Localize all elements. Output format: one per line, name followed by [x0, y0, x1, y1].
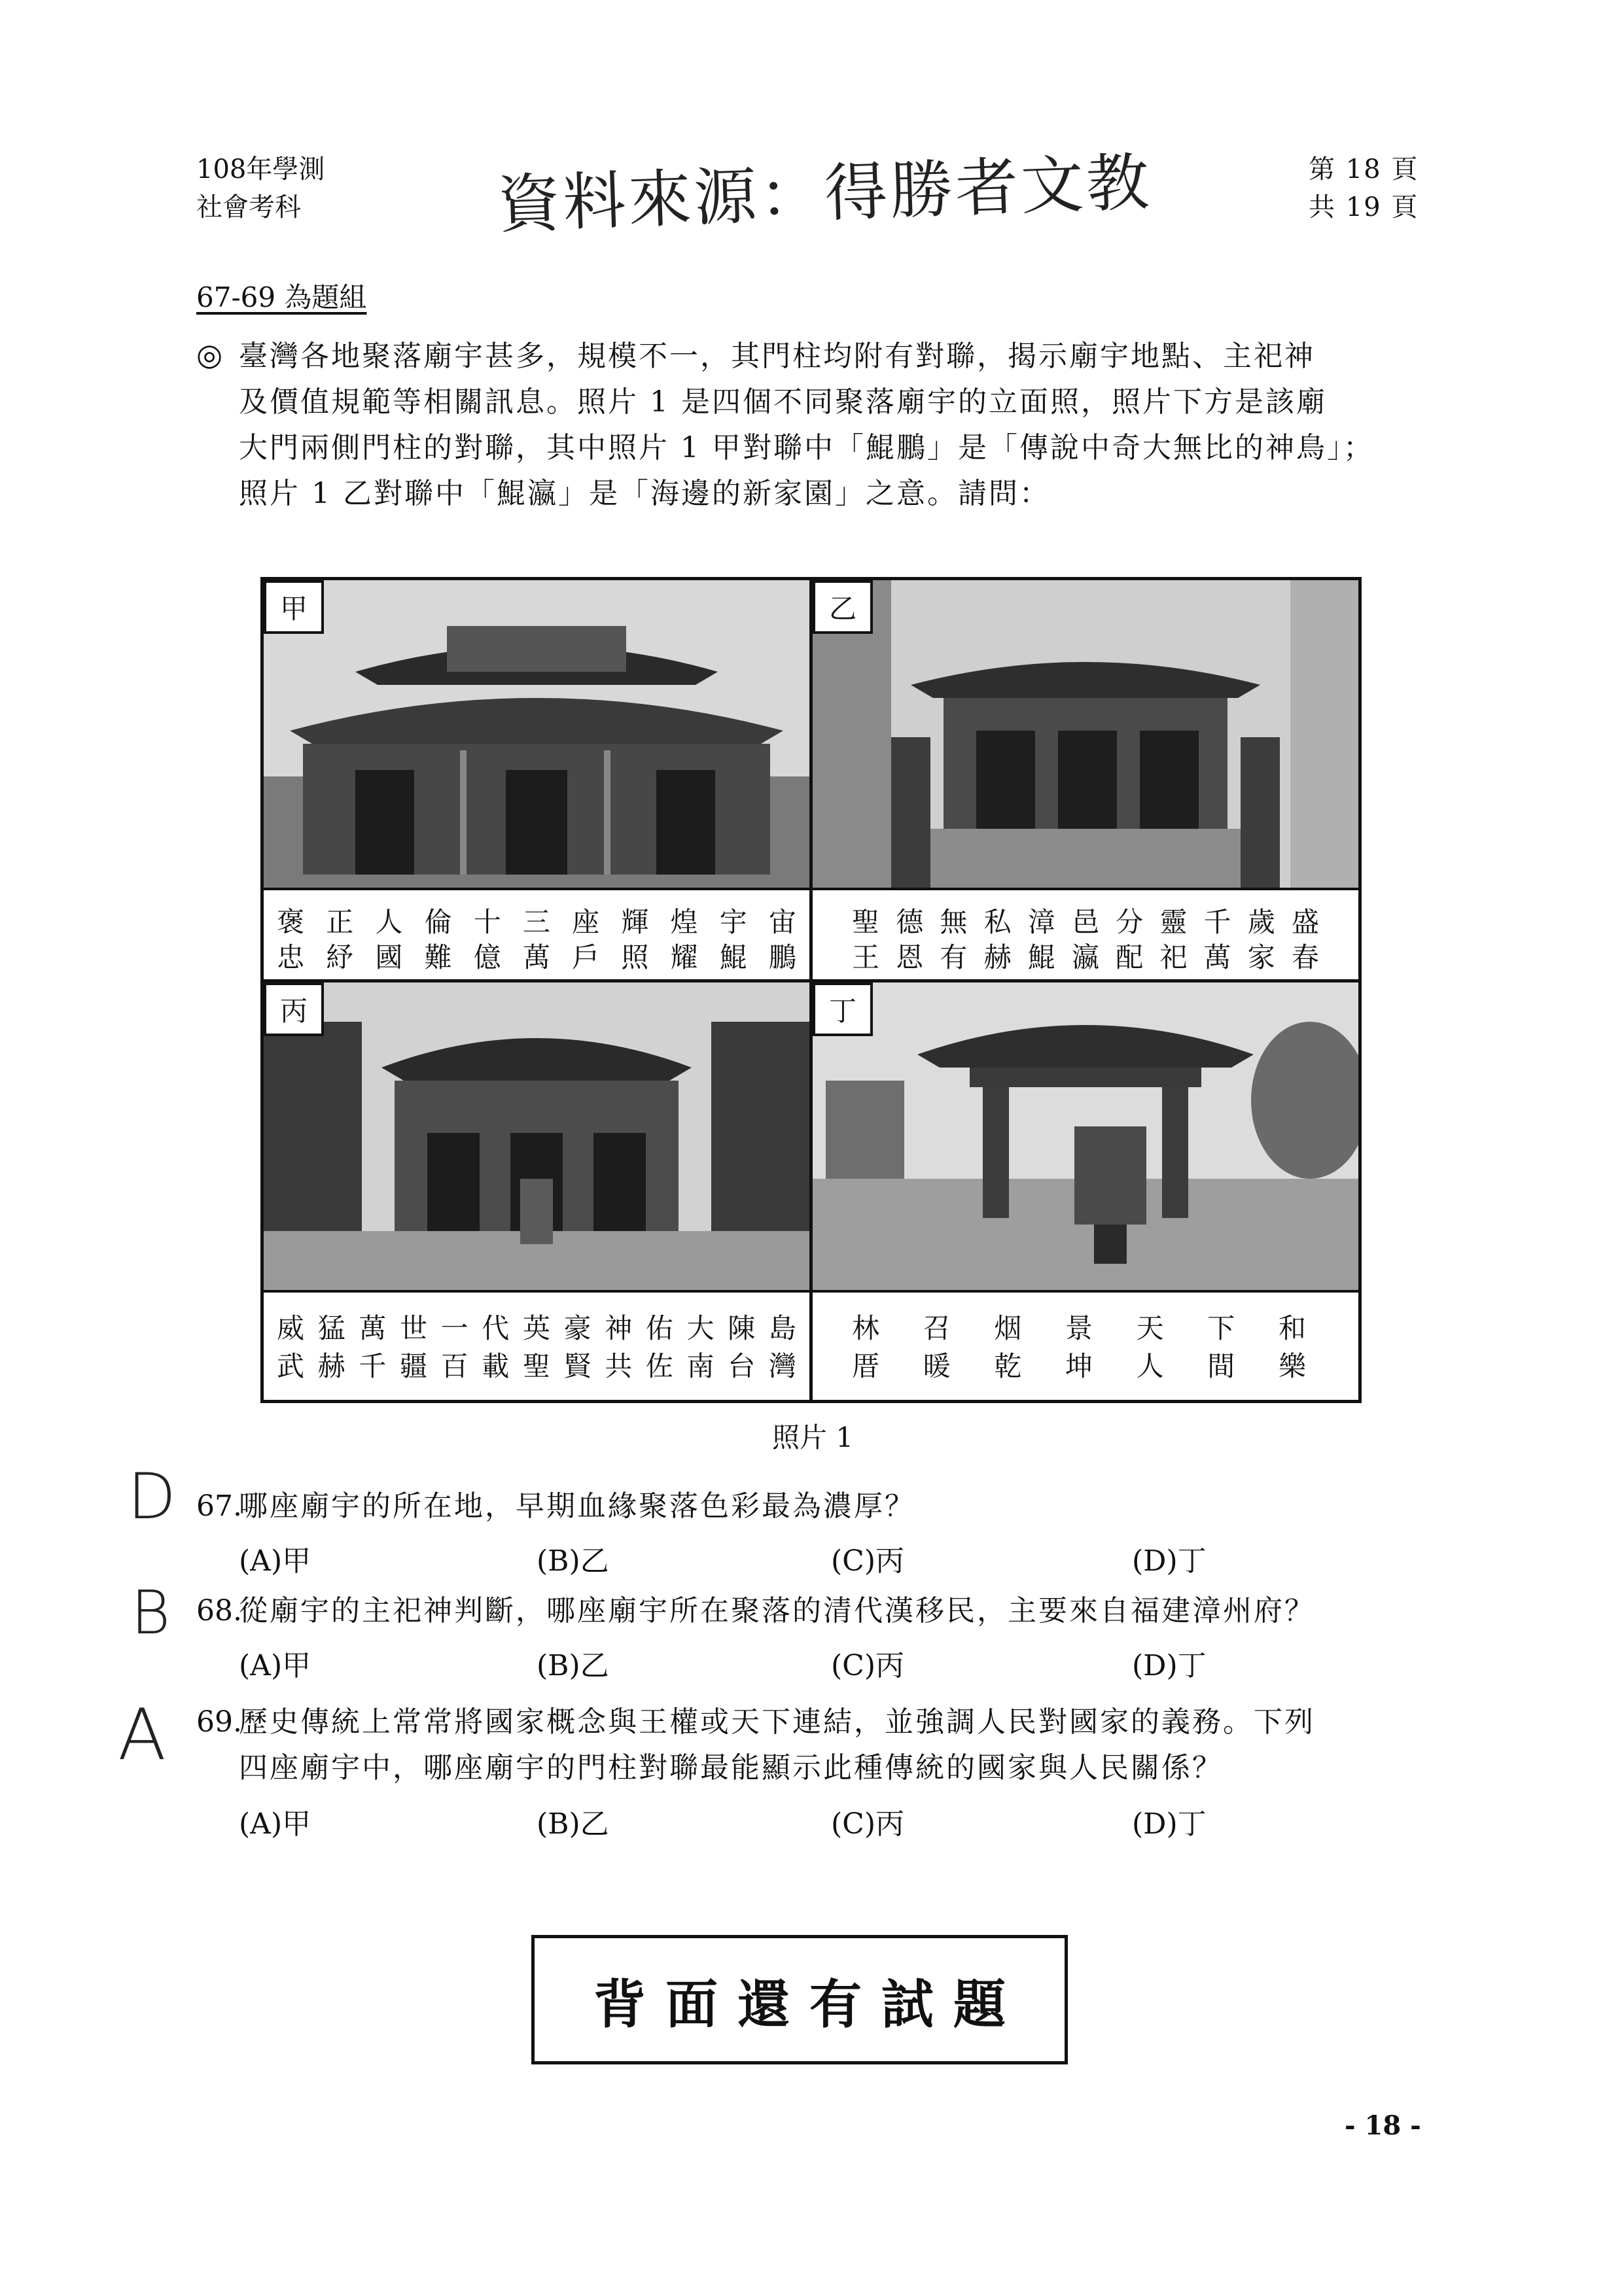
couplet-char: 萬 [1203, 941, 1231, 973]
couplet-char: 千 [1203, 906, 1231, 938]
couplet-bing [264, 1290, 809, 1400]
couplet-char: 樂 [1278, 1350, 1306, 1382]
group-title: 67-69 為題組 [196, 281, 367, 313]
couplet-char: 厝 [852, 1350, 880, 1382]
couplet-jia [264, 888, 809, 979]
option-a: (A)甲 [239, 1807, 311, 1841]
couplet-char: 分 [1116, 906, 1144, 938]
couplet-char: 召 [923, 1312, 951, 1344]
couplet-char: 代 [482, 1312, 510, 1344]
couplet-line [277, 1345, 796, 1384]
option-d: (D)丁 [1132, 1807, 1207, 1841]
couplet-char: 烟 [994, 1312, 1022, 1344]
couplet-char: 神 [605, 1312, 633, 1344]
intro-line: 大門兩側門柱的對聯，其中照片 1 甲對聯中「鯤鵬」是「傳說中奇大無比的神鳥」； [239, 431, 1374, 464]
couplet-char: 英 [522, 1312, 550, 1344]
question-stem: 哪座廟宇的所在地，早期血緣聚落色彩最為濃厚？ [239, 1489, 915, 1523]
option-c: (C)丙 [831, 1544, 904, 1578]
couplet-char: 正 [326, 906, 354, 938]
couplet-char: 王 [852, 941, 880, 973]
couplet-char: 無 [940, 906, 968, 938]
option-c: (C)丙 [831, 1807, 904, 1841]
couplet-char: 陳 [728, 1312, 756, 1344]
back-notice-text: 背面還有試題 [593, 1973, 1025, 2035]
couplet-char: 人 [1136, 1350, 1164, 1382]
temple-photo-jia [264, 580, 809, 888]
question-number: 69. [196, 1705, 242, 1739]
couplet-char: 配 [1116, 941, 1144, 973]
back-notice-box [531, 1935, 1068, 2064]
option-d: (D)丁 [1132, 1544, 1207, 1578]
couplet-char: 賢 [563, 1350, 591, 1382]
temple-photo-ding [813, 983, 1358, 1290]
exam-year: 108年學測 [196, 154, 325, 184]
photo-grid [260, 577, 1362, 1403]
couplet-char: 私 [983, 906, 1012, 938]
intro-line: 及價值規範等相關訊息。照片 1 是四個不同聚落廟宇的立面照，照片下方是該廟 [239, 385, 1327, 419]
intro-line: 臺灣各地聚落廟宇甚多，規模不一，其門柱均附有對聯，揭示廟宇地點、主祀神 [239, 339, 1315, 373]
option-b: (B)乙 [537, 1649, 609, 1682]
couplet-char: 忠 [277, 941, 305, 973]
option-a: (A)甲 [239, 1544, 311, 1578]
couplet-char: 祀 [1159, 941, 1188, 973]
couplet-char: 人 [375, 906, 403, 938]
couplet-char: 國 [375, 941, 403, 973]
photo-label: 甲 [264, 580, 324, 634]
couplet-char: 大 [686, 1312, 715, 1344]
temple-photo-yi [813, 580, 1358, 888]
couplet-char: 座 [572, 906, 600, 938]
question-number: 67. [196, 1489, 242, 1523]
couplet-char: 佑 [645, 1312, 673, 1344]
subject: 社會考科 [196, 192, 301, 222]
couplet-char: 聖 [852, 906, 880, 938]
option-b: (B)乙 [537, 1807, 609, 1841]
couplet-char: 下 [1207, 1312, 1235, 1344]
couplet-line [277, 901, 796, 940]
couplet-char: 紓 [326, 941, 354, 973]
couplet-line [852, 1307, 1306, 1346]
couplet-char: 一 [440, 1312, 468, 1344]
couplet-char: 台 [728, 1350, 756, 1382]
couplet-char: 間 [1207, 1350, 1235, 1382]
couplet-yi [813, 888, 1358, 979]
couplet-line [852, 901, 1319, 940]
couplet-line [852, 936, 1319, 975]
couplet-char: 宙 [768, 906, 796, 938]
couplet-char: 島 [768, 1312, 796, 1344]
question-stem-line: 歷史傳統上常常將國家概念與王權或天下連結，並強調人民對國家的義務。下列 [239, 1705, 1315, 1739]
intro-line: 照片 1 乙對聯中「鯤瀛」是「海邊的新家園」之意。請問： [239, 477, 1050, 510]
couplet-char: 乾 [994, 1350, 1022, 1382]
couplet-char: 鯤 [1027, 941, 1055, 973]
couplet-char: 有 [940, 941, 968, 973]
couplet-char: 家 [1247, 941, 1275, 973]
couplet-char: 漳 [1027, 906, 1055, 938]
couplet-char: 輝 [621, 906, 649, 938]
page-current: 第 18 頁 [1309, 154, 1419, 184]
page-total: 共 19 頁 [1309, 192, 1419, 222]
couplet-char: 疆 [399, 1350, 427, 1382]
couplet-char: 倫 [424, 906, 452, 938]
couplet-char: 邑 [1071, 906, 1099, 938]
couplet-char: 三 [522, 906, 550, 938]
couplet-char: 威 [277, 1312, 305, 1344]
couplet-char: 坤 [1065, 1350, 1093, 1382]
photo-label: 乙 [813, 580, 873, 634]
question-stem-line: 四座廟宇中，哪座廟宇的門柱對聯最能顯示此種傳統的國家與人民關係？ [239, 1751, 1223, 1784]
handwritten-answer: A [118, 1694, 166, 1776]
option-c: (C)丙 [831, 1649, 904, 1682]
couplet-char: 赫 [317, 1350, 345, 1382]
couplet-char: 赫 [983, 941, 1012, 973]
question-number: 68. [196, 1594, 242, 1627]
couplet-char: 德 [896, 906, 924, 938]
couplet-line [852, 1345, 1306, 1384]
couplet-char: 聖 [522, 1350, 550, 1382]
couplet-char: 世 [399, 1312, 427, 1344]
couplet-char: 億 [473, 941, 501, 973]
couplet-char: 猛 [317, 1312, 345, 1344]
couplet-char: 瀛 [1071, 941, 1099, 973]
option-d: (D)丁 [1132, 1649, 1207, 1682]
couplet-char: 照 [621, 941, 649, 973]
photo-caption: 照片 1 [772, 1421, 854, 1453]
couplet-char: 萬 [522, 941, 550, 973]
couplet-char: 佐 [645, 1350, 673, 1382]
couplet-char: 歲 [1247, 906, 1275, 938]
intro-marker: ◎ [196, 337, 223, 372]
photo-label: 丁 [813, 983, 873, 1036]
couplet-char: 天 [1136, 1312, 1164, 1344]
couplet-char: 戶 [572, 941, 600, 973]
option-a: (A)甲 [239, 1649, 311, 1682]
couplet-char: 和 [1278, 1312, 1306, 1344]
couplet-char: 十 [473, 906, 501, 938]
couplet-char: 褒 [277, 906, 305, 938]
couplet-char: 靈 [1159, 906, 1188, 938]
handwritten-answer: D [128, 1460, 176, 1533]
couplet-char: 鵬 [768, 941, 796, 973]
couplet-char: 載 [482, 1350, 510, 1382]
photo-label: 丙 [264, 983, 324, 1036]
couplet-char: 林 [852, 1312, 880, 1344]
couplet-line [277, 1307, 796, 1346]
couplet-char: 灣 [768, 1350, 796, 1382]
temple-photo-bing [264, 983, 809, 1290]
couplet-char: 恩 [896, 941, 924, 973]
couplet-char: 宇 [719, 906, 747, 938]
handwritten-answer: B [131, 1578, 171, 1648]
couplet-char: 共 [605, 1350, 633, 1382]
couplet-char: 豪 [563, 1312, 591, 1344]
handwritten-source: 資料來源：得勝者文教 [496, 145, 1153, 242]
couplet-char: 千 [359, 1350, 387, 1382]
option-b: (B)乙 [537, 1544, 609, 1578]
couplet-ding [813, 1290, 1358, 1400]
question-stem: 從廟宇的主祀神判斷，哪座廟宇所在聚落的清代漢移民，主要來自福建漳州府？ [239, 1594, 1315, 1627]
question-stem [239, 1699, 1430, 1791]
couplet-char: 難 [424, 941, 452, 973]
intro-text [239, 334, 1430, 517]
couplet-line [277, 936, 796, 975]
page-number: - 18 - [1345, 2110, 1421, 2141]
couplet-char: 盛 [1291, 906, 1319, 938]
couplet-char: 煌 [670, 906, 698, 938]
couplet-char: 暖 [923, 1350, 951, 1382]
couplet-char: 南 [686, 1350, 715, 1382]
couplet-char: 景 [1065, 1312, 1093, 1344]
couplet-char: 武 [277, 1350, 305, 1382]
couplet-char: 耀 [670, 941, 698, 973]
couplet-char: 春 [1291, 941, 1319, 973]
couplet-char: 百 [440, 1350, 468, 1382]
couplet-char: 鯤 [719, 941, 747, 973]
couplet-char: 萬 [359, 1312, 387, 1344]
